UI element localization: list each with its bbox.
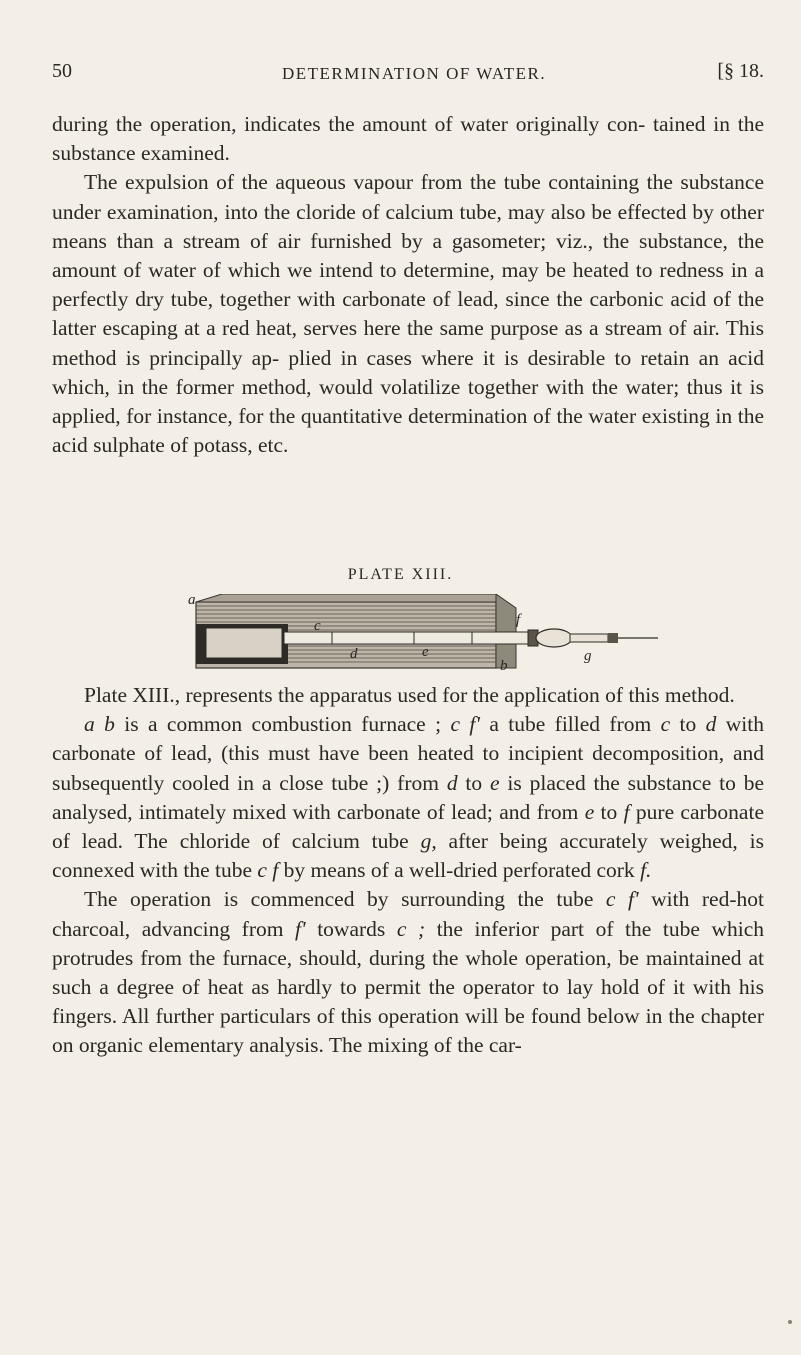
label-g: g bbox=[584, 648, 592, 664]
label-f: f bbox=[516, 612, 521, 628]
section-marker: [§ 18. bbox=[717, 60, 764, 82]
label-c: c bbox=[314, 618, 321, 634]
running-header bbox=[52, 60, 764, 92]
paragraph-continued: during the operation, indicates the amount of water originally con- tained in the substance examined. bbox=[52, 112, 764, 166]
apparatus-drawing bbox=[182, 594, 662, 676]
text-block-bottom bbox=[52, 681, 764, 1061]
label-b: b bbox=[500, 658, 508, 674]
plate-caption: PLATE XIII. bbox=[347, 566, 454, 583]
text-block-top bbox=[52, 110, 764, 460]
page-number: 50 bbox=[52, 60, 72, 82]
paragraph-apparatus-description: a b is a common combustion furnace ; c f' a tube filled from c to d with carbonate of lead, (this must have been heated to incipient decomposition, and subsequently cooled in a close tube ;) from d to e is placed the substance to be analysed, intimately mixed with carbonate of lead; and from e to f pure carbonate of lead. The chloride of calcium tube g, after being accurately weighed, is connexed with the tube c f by means of a well-dried perforated cork f. bbox=[52, 712, 764, 883]
paragraph-operation: The operation is commenced by surrounding the tube c f' with red-hot charcoal, advancing from f' towards c ; the inferior part of the tube which protrudes from the furnace, should, during the whole operation, be maintained at such a degree of heat as hardly to permit the operator to lay hold of it with his fingers. All further particulars of this operation will be found below in the chapter on organic elementary analysis. The mixing of the car- bbox=[52, 887, 765, 1058]
label-d: d bbox=[350, 646, 358, 662]
combustion-tube bbox=[284, 632, 530, 644]
running-head-title: DETERMINATION OF WATER. bbox=[282, 64, 547, 83]
chloride-of-calcium-tube bbox=[528, 629, 658, 647]
apparatus-illustration bbox=[182, 594, 662, 676]
label-a: a bbox=[188, 594, 196, 608]
paragraph-expulsion: The expulsion of the aqueous vapour from the tube containing the substance under examination, into the cloride of calcium tube, may also be effected by other means than a stream of air furnished by a gasometer; viz., the substance, the amount of water of which we intend to determine, may be heated to redness in a perfectly dry tube, together with carbonate of lead, since the carbonic acid of the latter escaping at a red heat, serves here the same purpose as a stream of air. This method is principally ap- plied in cases where it is desirable to retain an acid which, in the former method, would volatilize together with the water; thus it is applied, for instance, for the quantitative determination of the water existing in the acid sulphate of potass, etc. bbox=[52, 170, 764, 458]
page-blemish bbox=[788, 1320, 792, 1324]
paragraph-plate-intro: Plate XIII., represents the apparatus used for the application of this method. bbox=[84, 683, 735, 707]
label-e: e bbox=[422, 644, 429, 660]
